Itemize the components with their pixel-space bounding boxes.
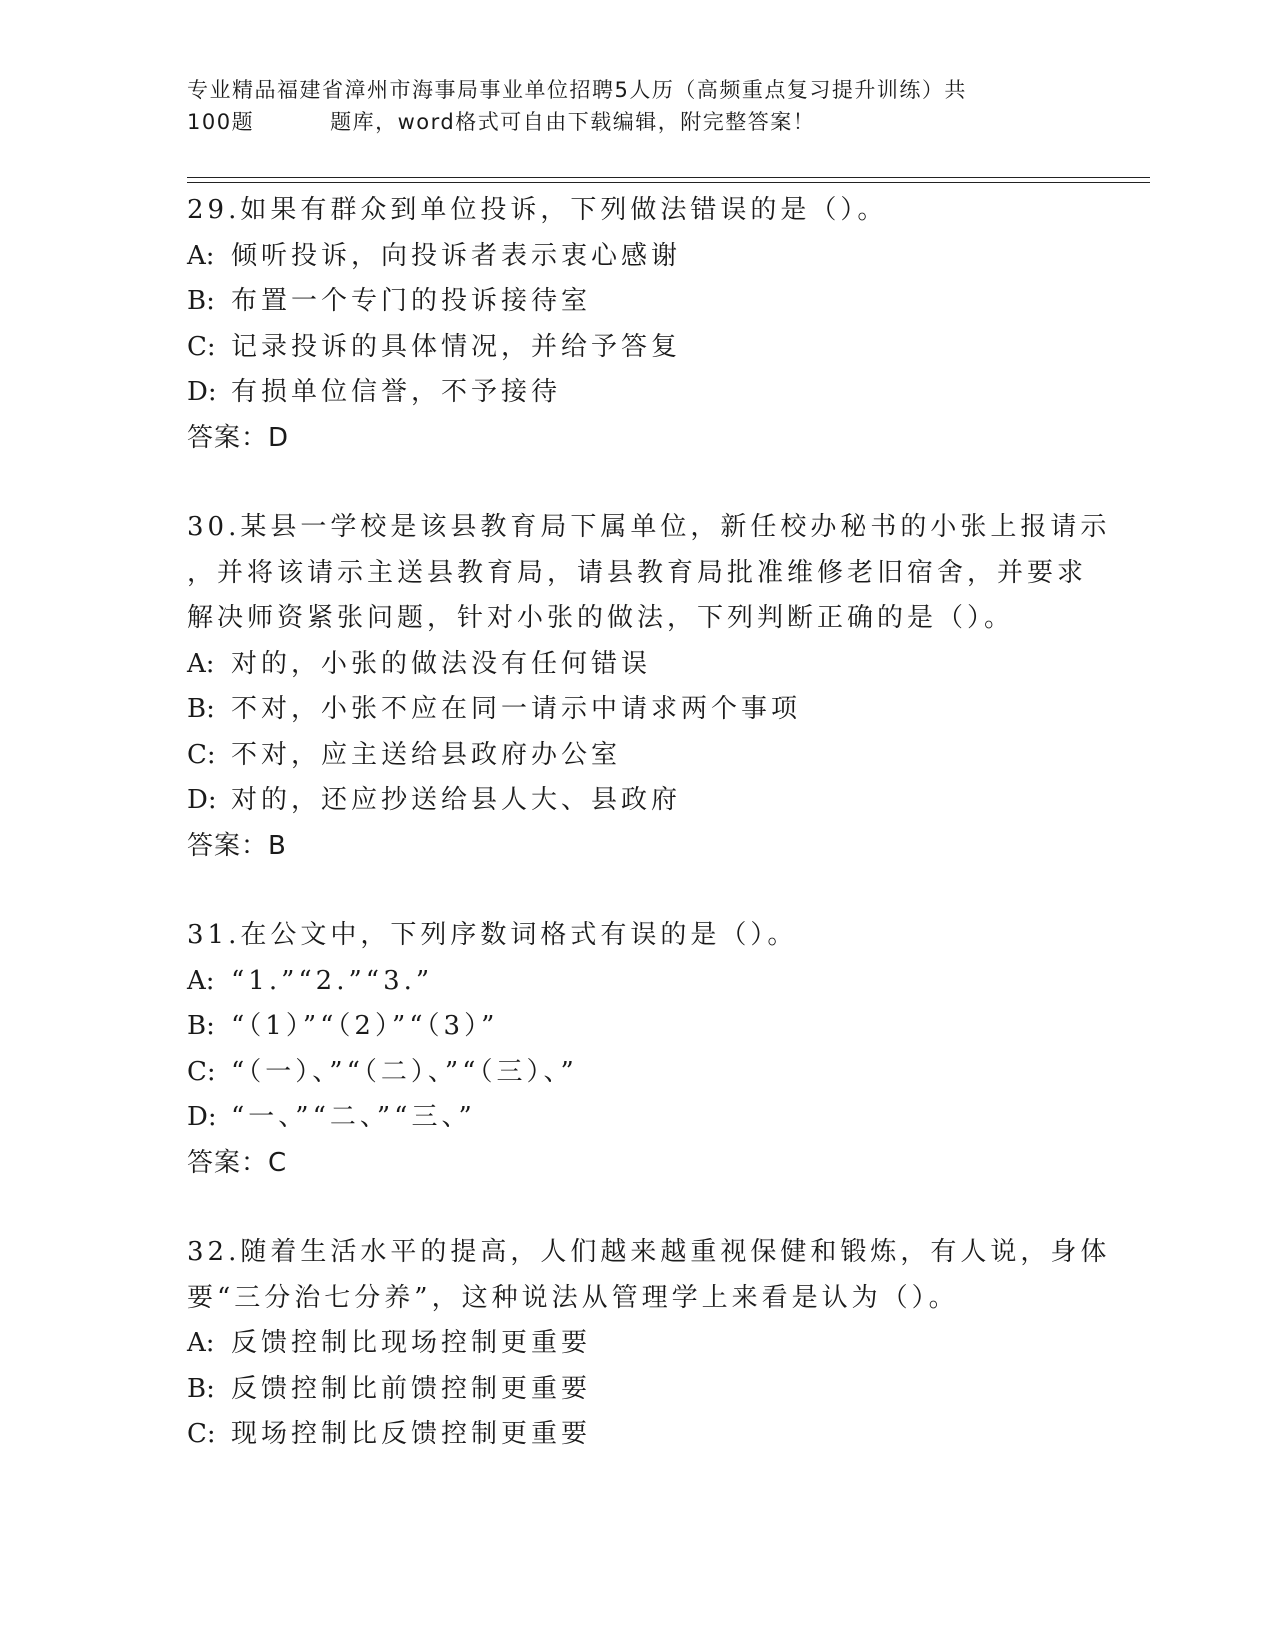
question-list [187, 188, 1111, 1502]
question-line: ，并将该请示主送县教育局，请县教育局批准维修老旧宿舍，并要求 [187, 557, 1088, 588]
option-letter: A: [187, 240, 215, 271]
header-divider-bottom [187, 182, 1150, 183]
option-text: 有损单位信誉，不予接待 [231, 377, 562, 407]
header-line-2 [187, 106, 1087, 138]
question-text [187, 913, 1087, 959]
option-a [187, 642, 1087, 688]
option-b [187, 1367, 1087, 1413]
option-text: 对的，小张的做法没有任何错误 [231, 648, 652, 679]
option-text: 对的，还应抄送给县人大、县政府 [231, 785, 682, 815]
option-text: 不对，应主送给县政府办公室 [231, 739, 622, 770]
option-text: 布置一个专门的投诉接待室 [231, 286, 592, 316]
option-text: 倾听投诉，向投诉者表示衷心感谢 [231, 240, 682, 271]
option-a [187, 234, 1087, 280]
question-line: 解决师资紧张问题，针对小张的做法，下列判断正确的是（）。 [187, 603, 1015, 633]
option-letter: C: [187, 739, 216, 770]
option-letter: B: [187, 1373, 215, 1404]
option-text: “（1）”“（2）”“（3）” [231, 1011, 499, 1041]
option-letter: A: [187, 1328, 215, 1358]
option-b [187, 279, 1087, 325]
option-letter: A: [187, 648, 215, 679]
option-letter: C: [187, 1419, 216, 1449]
option-text: 记录投诉的具体情况，并给予答复 [231, 331, 682, 362]
option-text: “1.”“2.”“3.” [231, 965, 434, 996]
question-line: 29.如果有群众到单位投诉，下列做法错误的是（）。 [187, 195, 888, 225]
question-31 [187, 913, 1087, 1186]
document-header [187, 74, 1087, 138]
answer-line: 答案：C [187, 1147, 288, 1178]
option-letter: A: [187, 965, 215, 996]
option-letter: B: [187, 694, 215, 724]
option-text: 现场控制比反馈控制更重要 [231, 1419, 592, 1449]
option-d [187, 778, 1087, 824]
option-text: “（一）、”“（二）、”“（三）、” [231, 1056, 578, 1087]
option-c [187, 325, 1087, 371]
option-a [187, 1321, 1087, 1367]
option-a [187, 959, 1087, 1005]
question-line: 31.在公文中，下列序数词格式有误的是（）。 [187, 920, 798, 950]
answer-line: 答案：B [187, 830, 287, 861]
option-c [187, 1050, 1087, 1096]
question-29 [187, 188, 1087, 461]
option-letter: C: [187, 1056, 216, 1087]
option-letter: B: [187, 1011, 215, 1041]
option-d [187, 1095, 1087, 1141]
answer-line: 答案：D [187, 422, 290, 453]
option-letter: D: [187, 1102, 217, 1132]
option-letter: C: [187, 331, 216, 362]
header-divider-top [187, 177, 1150, 178]
option-letter: D: [187, 785, 217, 815]
header-question-count: 100题 [187, 110, 255, 134]
option-text: 反馈控制比前馈控制更重要 [231, 1373, 592, 1404]
question-line: 30.某县一学校是该县教育局下属单位，新任校办秘书的小张上报请示 [187, 512, 1111, 542]
option-d [187, 370, 1087, 416]
header-description: 题库，word格式可自由下载编辑，附完整答案！ [330, 110, 816, 134]
question-line: 32.随着生活水平的提高，人们越来越重视保健和锻炼，有人说，身体 [187, 1237, 1111, 1267]
option-text: 反馈控制比现场控制更重要 [231, 1328, 592, 1358]
option-c [187, 1412, 1087, 1458]
option-letter: D: [187, 377, 217, 407]
question-text [187, 1230, 1111, 1321]
question-text [187, 188, 1087, 234]
option-b [187, 1004, 1087, 1050]
question-32 [187, 1230, 1111, 1458]
option-text: “一、”“二、”“三、” [231, 1102, 476, 1132]
question-text [187, 505, 1111, 642]
option-b [187, 687, 1087, 733]
header-line-1: 专业精品福建省漳州市海事局事业单位招聘5人历（高频重点复习提升训练）共 [187, 78, 967, 102]
question-30 [187, 505, 1111, 869]
question-line: 要“三分治七分养”，这种说法从管理学上来看是认为（）。 [187, 1282, 959, 1313]
option-letter: B: [187, 286, 215, 316]
option-text: 不对，小张不应在同一请示中请求两个事项 [231, 694, 802, 724]
option-c [187, 733, 1087, 779]
